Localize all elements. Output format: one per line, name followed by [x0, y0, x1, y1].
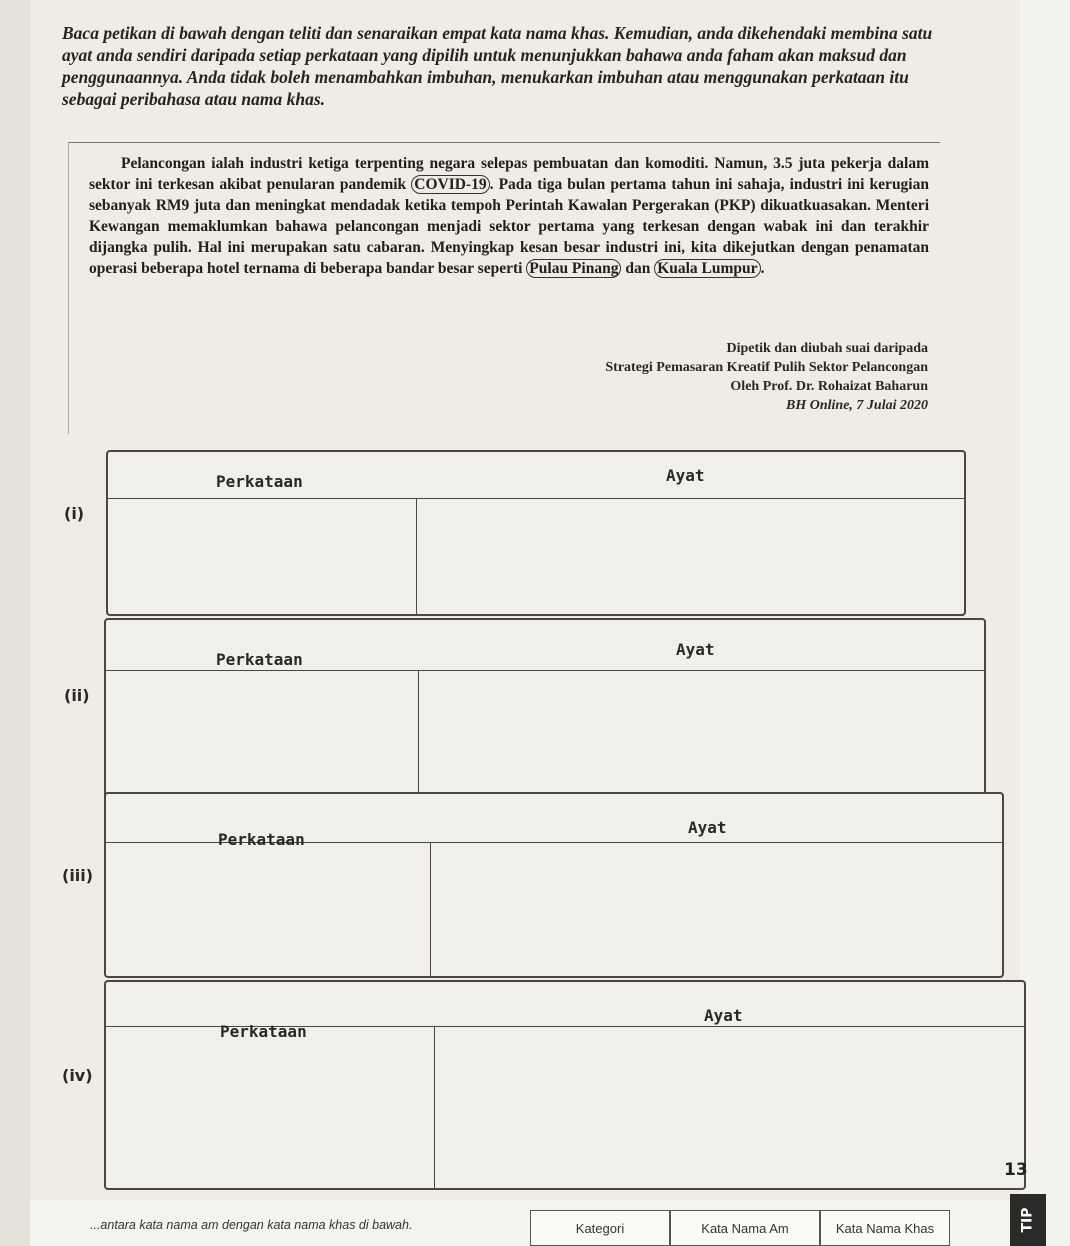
passage-source: Dipetik dan diubah suai daripada Strategi Pemasaran Kreatif Pulih Sektor Pelancongan Oleh Prof. Dr. Rohaizat Baharun BH Online, 7 Julai 2020: [605, 341, 928, 413]
ayat-answer-field[interactable]: [418, 500, 962, 612]
column-header-perkataan: Perkataan: [220, 1022, 307, 1041]
next-page-instruction: ...antara kata nama am dengan kata nama khas di bawah.: [90, 1218, 413, 1232]
passage-box: [68, 142, 940, 434]
column-header-ayat: Ayat: [666, 466, 705, 485]
ayat-answer-field[interactable]: [432, 844, 1000, 974]
perkataan-answer-field[interactable]: [106, 672, 416, 796]
column-header-ayat: Ayat: [704, 1006, 743, 1025]
category-cell: Kategori: [530, 1210, 670, 1246]
question-label: (i): [64, 504, 85, 523]
ayat-answer-field[interactable]: [436, 1028, 1022, 1186]
question-label: (iv): [62, 1066, 93, 1085]
answer-table: [104, 792, 1004, 978]
answer-table: [106, 450, 966, 616]
answer-table: [104, 618, 986, 800]
column-header-ayat: Ayat: [688, 818, 727, 837]
question-label: (iii): [62, 866, 94, 885]
page-edge: [1020, 0, 1070, 1246]
perkataan-answer-field[interactable]: [106, 1028, 432, 1186]
ayat-answer-field[interactable]: [420, 672, 982, 796]
passage-text: Pelancongan ialah industri ketiga terpenting negara selepas pembuatan dan komoditi. Namun, 3.5 juta pekerja dalam sektor ini terkesan akibat penularan pandemik COVID-19 . Pada tiga bulan pertama tahun ini sahaja, industri ini kerugian sebanyak RM9 juta dan meningkat mendadak ketika tempoh Perintah Kawalan Pergerakan (PKP) dikuatkuasakan. Menteri Kewangan memaklumkan bahawa pelancongan menjadi sektor pertama yang terkesan dengan wabak ini dan terakhir dijangka pulih. Hal ini merupakan satu cabaran. Menyingkap kesan besar industri ini, kita dikejutkan dengan penamatan operasi beberapa hotel ternama di beberapa bandar besar seperti Pulau Pinang dan Kuala Lumpur .: [89, 155, 929, 277]
question-label: (ii): [64, 686, 90, 705]
answer-table: [104, 980, 1026, 1190]
circled-word: COVID-19: [411, 175, 489, 194]
kata-nama-am-cell: Kata Nama Am: [670, 1210, 820, 1246]
perkataan-answer-field[interactable]: [108, 500, 414, 612]
page-number: 13: [1004, 1160, 1028, 1180]
column-header-perkataan: Perkataan: [216, 472, 303, 491]
column-header-ayat: Ayat: [676, 640, 715, 659]
circled-word: Pulau Pinang: [526, 259, 621, 278]
perkataan-answer-field[interactable]: [106, 844, 428, 974]
circled-word: Kuala Lumpur: [654, 259, 760, 278]
kata-nama-khas-cell: Kata Nama Khas: [820, 1210, 950, 1246]
instruction-text: Baca petikan di bawah dengan teliti dan senaraikan empat kata nama khas. Kemudian, anda dikehendaki membina satu ayat anda sendiri daripada setiap perkataan yang dipilih untuk menunjukkan bahawa anda faham akan maksud dan penggunaannya. Anda tidak boleh menambahkan imbuhan, menukarkan imbuhan atau menggunakan perkataan itu sebagai peribahasa atau nama khas.: [62, 23, 933, 109]
column-header-perkataan: Perkataan: [218, 830, 305, 849]
column-header-perkataan: Perkataan: [216, 650, 303, 669]
tip-tab: TIP: [1010, 1194, 1046, 1246]
